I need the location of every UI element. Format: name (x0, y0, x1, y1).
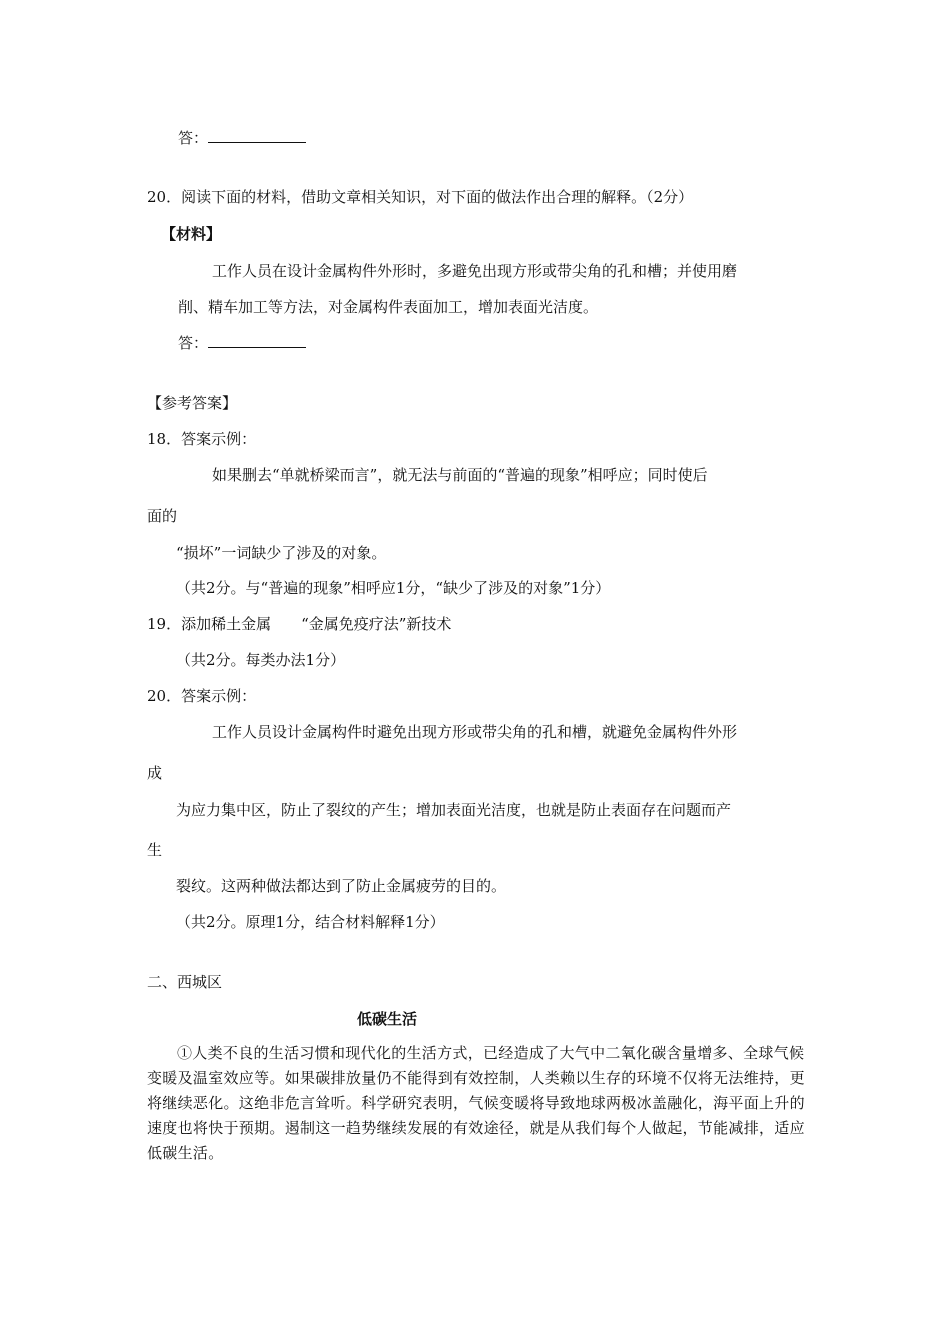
answer-18-text: 如果删去“单就桥梁而言”，就无法与前面的“普遍的现象”相呼应；同时使后 (212, 466, 708, 484)
answer-label: 答： (178, 334, 209, 352)
answer-18-title: 18．答案示例： (147, 430, 257, 448)
answer-20-text: 成 (147, 764, 163, 782)
answer-line-q19 (178, 128, 306, 148)
material-heading: 【材料】 (161, 225, 222, 243)
answer-18-text: 面的 (147, 507, 178, 525)
article-paragraph: ①人类不良的生活习惯和现代化的生活方式，已经造成了大气中二氧化碳含量增多、全球气候变暖及温室效应等。如果碳排放量仍不能得到有效控制，人类赖以生存的环境不仅将无法维持，更将继续恶化。这绝非危言耸听。科学研究表明，气候变暖将导致地球两极冰盖融化，海平面上升的速度也将快于预期。遏制这一趋势继续发展的有效途径，就是从我们每个人做起，节能减排，适应低碳生活。 (147, 1044, 805, 1162)
answer-19-text: 19．添加稀土金属 “金属免疫疗法”新技术 (147, 615, 452, 633)
section-heading: 二、西城区 (147, 973, 223, 991)
answer-20-text: 工作人员设计金属构件时避免出现方形或带尖角的孔和槽，就避免金属构件外形 (212, 723, 738, 741)
answer-blank[interactable] (208, 128, 306, 143)
answer-18-text: “损坏”一词缺少了涉及的对象。 (176, 544, 387, 562)
answer-line-q20 (178, 333, 306, 353)
article-title: 低碳生活 (357, 1010, 418, 1028)
answer-18-score: （共2分。与“普遍的现象”相呼应1分，“缺少了涉及的对象”1分） (176, 579, 611, 597)
answer-20-text: 为应力集中区，防止了裂纹的产生；增加表面光洁度，也就是防止表面存在问题而产 (176, 801, 732, 819)
material-line: 削、精车加工等方法，对金属构件表面加工，增加表面光洁度。 (178, 298, 599, 316)
reference-heading: 【参考答案】 (147, 394, 238, 412)
answer-19-score: （共2分。每类办法1分） (176, 651, 346, 669)
answer-20-text: 裂纹。这两种做法都达到了防止金属疲劳的目的。 (176, 877, 507, 895)
answer-20-score: （共2分。原理1分，结合材料解释1分） (176, 913, 445, 931)
answer-20-title: 20．答案示例： (147, 687, 257, 705)
question-20: 20．阅读下面的材料，借助文章相关知识，对下面的做法作出合理的解释。（2分） (147, 188, 694, 206)
material-line: 工作人员在设计金属构件外形时，多避免出现方形或带尖角的孔和槽；并使用磨 (212, 262, 738, 280)
answer-20-text: 生 (147, 841, 163, 859)
answer-blank[interactable] (208, 333, 306, 348)
answer-label: 答： (178, 129, 209, 147)
